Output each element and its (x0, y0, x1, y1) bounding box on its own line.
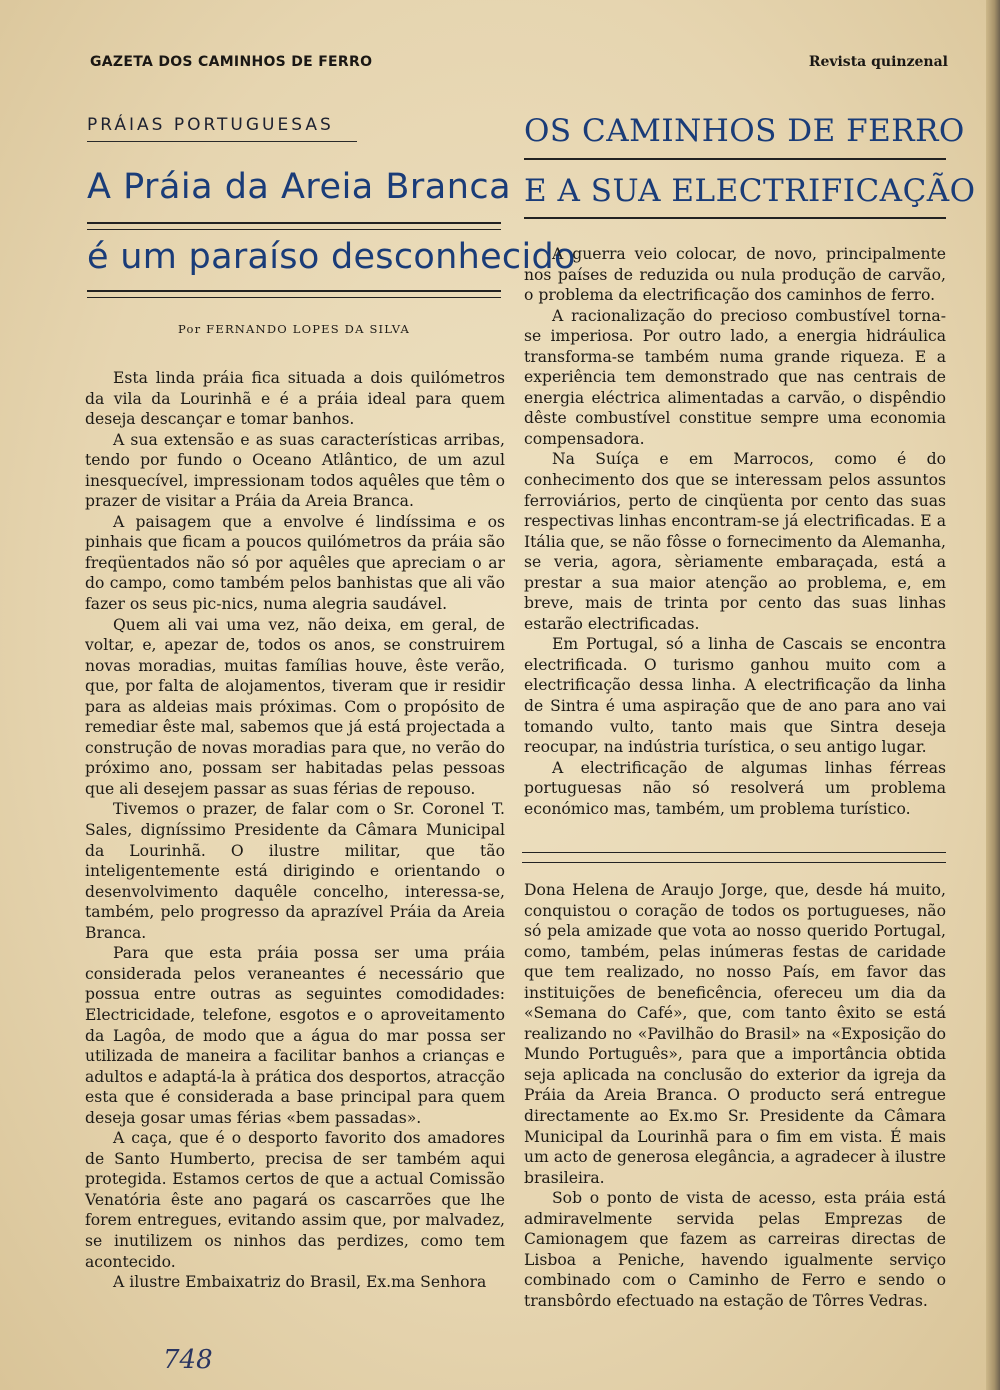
paragraph: Para que esta práia possa ser uma práia considerada pelos veraneantes é necessário que possua entre outras as seguintes comodidades: Electricidade, telefone, esgotos e o aproveitamento da Lagôa, de modo que a água do mar possa ser utilizada de maneira a facilitar banhos a crianças e adultos e adaptá-la à prática dos desportos, atracção esta que é considerada a base principal para quem deseja gosar umas férias «bem passadas». (85, 944, 505, 1127)
kicker-underline (87, 141, 357, 142)
paragraph: A caça, que é o desporto favorito dos amadores de Santo Humberto, precisa de ser também aqui protegida. Estamos certos de que a actual Comissão Venatória êste ano pagará os cascarrões que lhe forem entregues, evitando assim que, por malvadez, se inutilizem os ninhos das perdizes, como tem acontecido. (85, 1129, 505, 1271)
publication-title: GAZETA DOS CAMINHOS DE FERRO (90, 54, 373, 70)
paragraph: A electrificação de algumas linhas férreas portuguesas não só resolverá um problema económico mas, também, um problema turístico. (524, 758, 946, 818)
paragraph: Sob o ponto de vista de acesso, esta práia está admiravelmente servida pelas Emprezas de Camionagem que fazem as carreiras directas de Lisboa a Peniche, havendo igualmente serviço combinado com o Caminho de Ferro e sendo o transbôrdo efectuado na estação de Tôrres Vedras. (524, 1189, 946, 1310)
byline: Por FERNANDO LOPES DA SILVA (178, 322, 410, 336)
paragraph: A sua extensão e as suas características arribas, tendo por fundo o Oceano Atlântico, de um azul inesquecível, impressionam todos aquêles que têm o prazer de visitar a Práia da Areia Branca. (85, 430, 505, 511)
paragraph: Quem ali vai uma vez, não deixa, em geral, de voltar, e, apezar de, todos os anos, se construirem novas moradias, muitas famílias houve, êste verão, que, por falta de alojamentos, tiveram que ir residir para as aldeias mais próximas. Com o propósito de remediar êste mal, sabemos que já está projectada a construção de novas moradias para que, no verão do próximo ano, possam ser habitadas pelas pessoas que ali desejem passar as suas férias de repouso. (85, 615, 505, 798)
paragraph: Tivemos o prazer, de falar com o Sr. Coronel T. Sales, digníssimo Presidente da Câmara Municipal da Lourinhã. O ilustre militar, que tão inteligentemente está dirigindo e orientando o desenvolvimento daquêle concelho, interessa-se, também, pelo progresso da aprazível Práia da Areia Branca. (85, 800, 505, 942)
article-title-line2: é um paraíso desconhecido (87, 237, 576, 277)
right-article-body (524, 244, 946, 819)
article-title-line1: A Práia da Areia Branca (87, 167, 512, 207)
section-kicker: PRÁIAS PORTUGUESAS (87, 115, 334, 135)
right-article-title-line1: OS CAMINHOS DE FERRO (524, 113, 965, 149)
section-separator-rule-2 (522, 862, 946, 863)
publication-frequency: Revista quinzenal (808, 54, 948, 70)
paragraph: Esta linda práia fica situada a dois quilómetros da vila da Lourinhã e é a práia ideal para quem deseja descançar e tomar banhos. (85, 369, 505, 429)
title-rule-1 (87, 222, 501, 230)
paragraph: Em Portugal, só a linha de Cascais se encontra electrificada. O turismo ganhou muito com a electrificação dessa linha. A electrificação da linha de Sintra é uma aspiração que de ano para ano vai tomando vulto, tanto mais que Sintra deseja reocupar, na indústria turística, o seu antigo lugar. (524, 635, 946, 757)
page-number: 748 (163, 1345, 213, 1375)
page-binding-shadow (986, 0, 1000, 1390)
paragraph: Dona Helena de Araujo Jorge, que, desde há muito, conquistou o coração de todos os portugueses, não só pela amizade que vota ao nosso querido Portugal, como, também, pelas inúmeras festas de caridade que tem realizado, no nosso País, em favor das instituições de beneficência, ofereceu um dia da «Semana do Café», que, com tanto êxito se está realizando no «Pavilhão do Brasil» na «Exposição do Mundo Português», para que a importância obtida seja aplicada na conclusão do exterior da igreja da Práia da Areia Branca. O producto será entregue directamente ao Ex.mo Sr. Presidente da Câmara Municipal da Lourinhã para o fim em vista. É mais um acto de generosa elegância, a agradecer à ilustre brasileira. (524, 881, 946, 1187)
right-article-title-line2: E A SUA ELECTRIFICAÇÃO (524, 173, 976, 209)
left-article-body (85, 368, 505, 1293)
paragraph: A guerra veio colocar, de novo, principalmente nos países de reduzida ou nula produção de carvão, o problema da electrificação dos caminhos de ferro. (524, 245, 946, 305)
paragraph: A racionalização do precioso combustível torna-se imperiosa. Por outro lado, a energia hidráulica transforma-se também numa grande riqueza. E a experiência tem demonstrado que nas centrais de energia eléctrica alimentadas a carvão, o dispêndio dêste combustível constitue sempre uma economia compensadora. (524, 306, 946, 448)
paragraph: Na Suíça e em Marrocos, como é do conhecimento dos que se interessam pelos assuntos ferroviários, perto de cinqüenta por cento das suas respectivas linhas encontram-se já electrificadas. E a Itália que, se não fôsse o fornecimento da Alemanha, se veria, agora, sèriamente embaraçada, está a prestar a sua maior atenção ao problema, e, em breve, mais de trinta por cento das suas linhas estarão electrificadas. (524, 450, 946, 633)
running-head (90, 54, 948, 70)
paragraph: A ilustre Embaixatriz do Brasil, Ex.ma Senhora (113, 1273, 487, 1292)
title-rule-2 (87, 290, 501, 298)
right-title-rule-2 (524, 217, 946, 219)
right-title-rule-1 (524, 158, 946, 160)
continuation-body (524, 880, 946, 1311)
paragraph: A paisagem que a envolve é lindíssima e os pinhais que ficam a poucos quilómetros da práia são freqüentados não só por aquêles que apreciam o ar do campo, como também pelos banhistas que ali vão fazer os seus pic-nics, numa alegria saudável. (85, 512, 505, 614)
section-separator-rule-1 (522, 852, 946, 853)
